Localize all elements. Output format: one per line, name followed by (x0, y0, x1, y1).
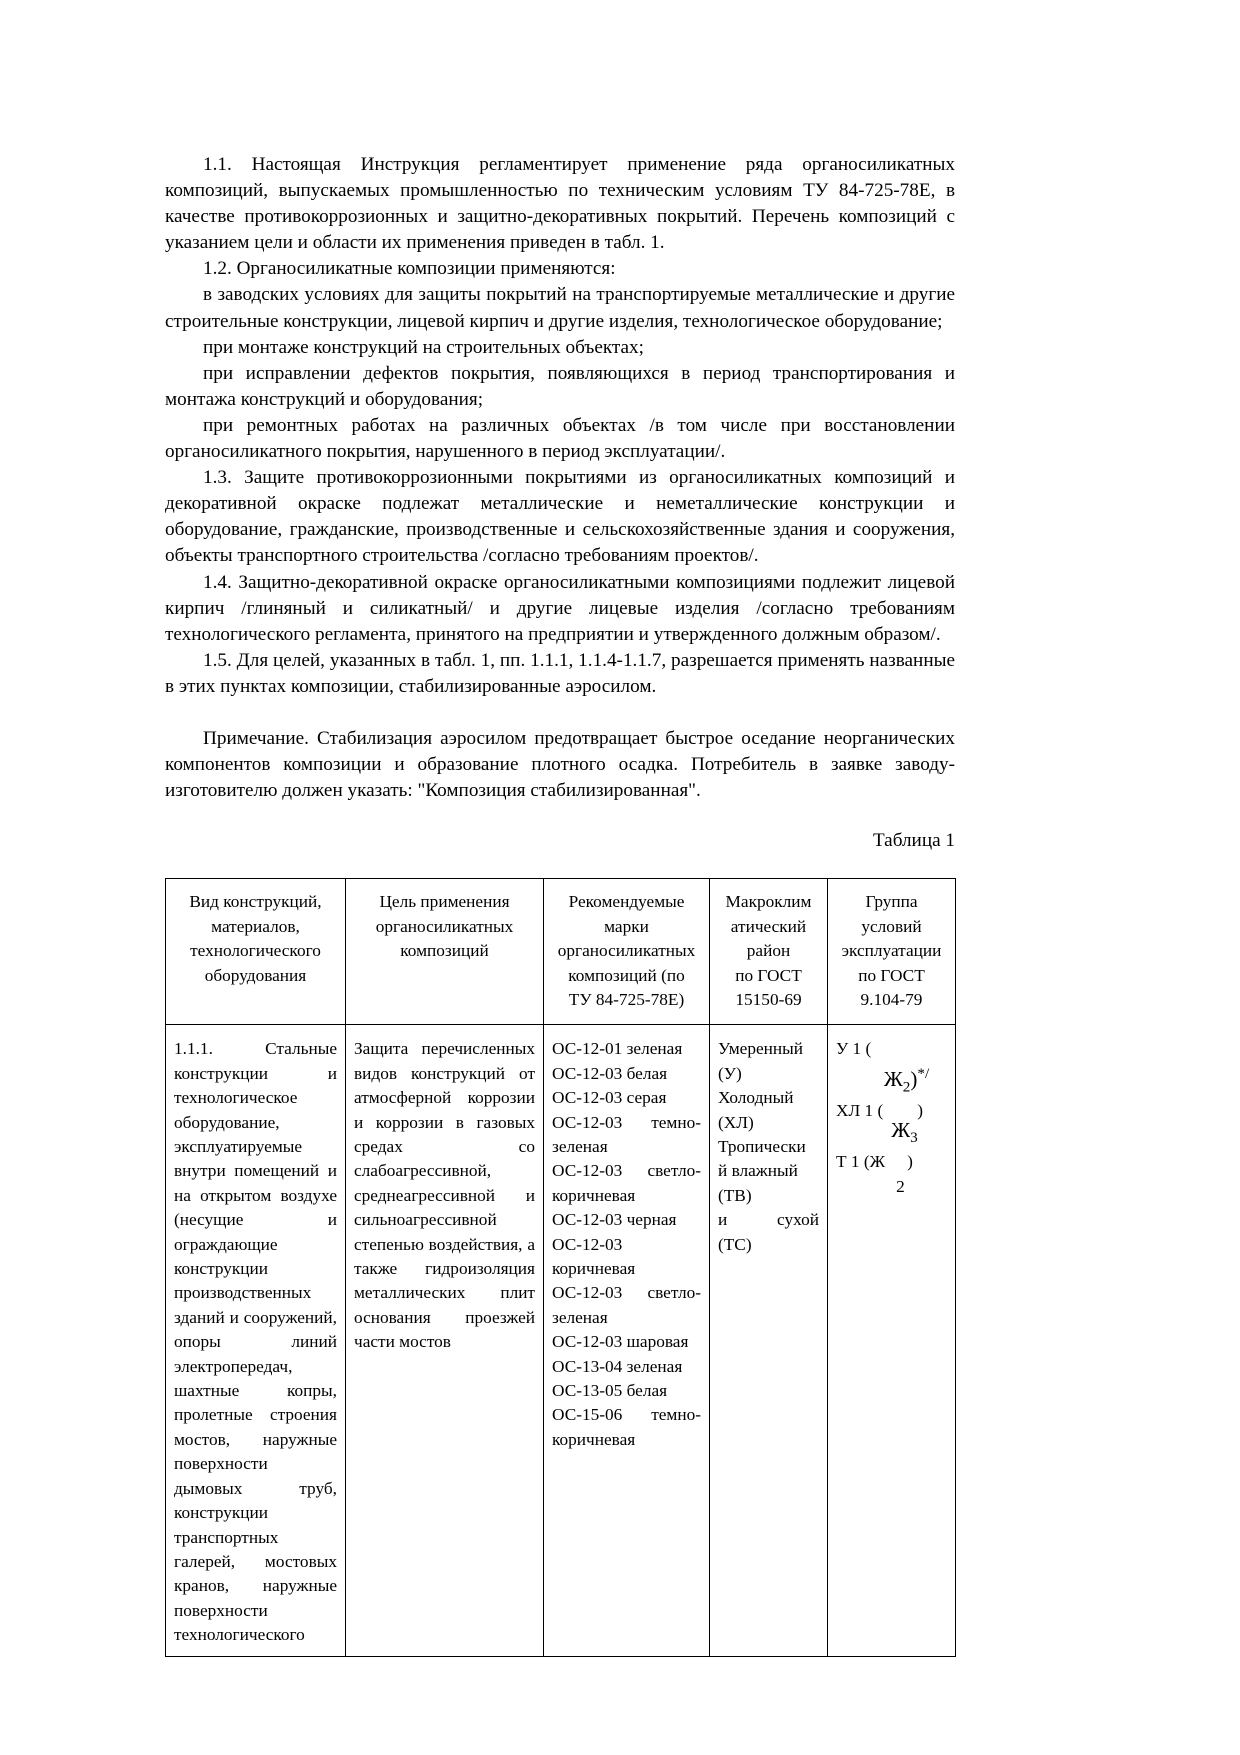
paragraph-1-4: 1.4. Защитно-декоративной окраске органосиликатными композициями подлежит лицевой кирпич /глиняный и силикатный/ и другие лицевые изделия /согласно требованиям технологического регламента, принятого на предприятии и утвержденного должным образом/. (165, 571, 955, 645)
paragraph-1-1: 1.1. Настоящая Инструкция регламентирует применение ряда органосиликатных композиций, выпускаемых промышленностью по техническим условиям ТУ 84-725-78Е, в качестве противокоррозионных и защитно-декоративных покрытий. Перечень композиций с указанием цели и области их применения приведен в табл. 1. (165, 154, 955, 254)
group-prefix: ХЛ 1 ( (836, 1101, 884, 1121)
cell-operating-conditions-group (828, 1025, 956, 1656)
grade-item: ОС-13-05 белая (552, 1381, 668, 1401)
paragraph-factory-conditions: в заводских условиях для защиты покрытий на транспортируемые металлические и другие строительные конструкции, лицевой кирпич и другие изделия, технологическое оборудование; (165, 284, 955, 332)
header-line: Вид конструкций, (189, 892, 322, 912)
cell-construction-type (166, 1025, 346, 1656)
region-list (718, 1037, 819, 1257)
conditions-group-formula (836, 1175, 947, 1199)
region-item: (У) (718, 1063, 742, 1083)
paragraph-repair: при ремонтных работах на различных объектах /в том числе при восстановлении органосиликатного покрытия, нарушенного в период эксплуатации/. (165, 414, 955, 463)
header-line: 9.104-79 (860, 989, 923, 1009)
table-header-row (166, 879, 956, 1025)
region-item: (ТС) (718, 1234, 752, 1254)
header-line: Цель применения (379, 892, 510, 912)
header-line: эксплуатации (841, 941, 942, 961)
cell-text: Защита перечисленных видов конструкций от атмосферной коррозии и коррозии в газовых средах со слабоагрессивной, среднеагрессивной и сильноагрессивной степенью воздействия, а также гидроизоляция металлических плит основания проезжей части мостов (354, 1039, 535, 1352)
header-line: условий (861, 916, 922, 936)
grade-item: ОС-12-03 шаровая (552, 1332, 689, 1352)
document-page (165, 0, 955, 1657)
grade-item: ОС-13-04 зеленая (552, 1356, 683, 1376)
paragraph-1-2: 1.2. Органосиликатные композиции применяются: (203, 258, 616, 280)
group-prefix: Т 1 (Ж (836, 1152, 886, 1172)
region-item: й влажный (718, 1161, 798, 1181)
conditions-group-item (836, 1150, 947, 1174)
note-paragraph: Примечание. Стабилизация аэросилом предотвращает быстрое оседание неорганических компонентов композиции и образование плотного осадка. Потребитель в заявке заводу-изготовителю должен указать: "Композиция стабилизированная". (165, 727, 955, 802)
header-line: Рекомендуемые (568, 892, 685, 912)
region-item: (ТВ) (718, 1185, 752, 1205)
table-row (166, 1025, 956, 1656)
grade-item: ОС-12-03 коричневая (552, 1234, 636, 1279)
header-line: по ГОСТ (735, 965, 802, 985)
region-item: и сухой (718, 1210, 819, 1230)
group-subscript: 2 (902, 1078, 911, 1096)
group-suffix: ) (917, 1101, 924, 1121)
header-line: оборудования (204, 965, 307, 985)
header-line: технологического (190, 941, 321, 961)
group-base: Ж (891, 1117, 911, 1142)
cell-macroclimatic-region (710, 1025, 828, 1656)
group-suffix: ) (907, 1152, 913, 1172)
grade-item: ОС-12-03 белая (552, 1063, 668, 1083)
conditions-group-formula (836, 1062, 947, 1100)
note-spacer (165, 700, 955, 726)
cell-text: 1.1.1. Стальные конструкции и технологическое оборудование, эксплуатируемые внутри помещений и на открытом воздухе (несущие и ограждающие конструкции производственных зданий и сооружений, опоры линий электропередач, шахтные копры, пролетные строения мостов, наружные поверхности дымовых труб, конструкции транспортных галерей, мостовых кранов, наружные поверхности технологического (174, 1039, 337, 1645)
table-caption-wrap (165, 828, 955, 854)
group-subscript-standalone: 2 (896, 1176, 905, 1196)
table-caption: Таблица 1 (872, 830, 955, 852)
header-line: ТУ 84-725-78Е) (568, 989, 685, 1009)
grade-list (552, 1037, 701, 1452)
group-suffix: ) (910, 1066, 918, 1091)
group-base: Ж (883, 1066, 903, 1091)
paragraph-1-5: 1.5. Для целей, указанных в табл. 1, пп. 1.1.1, 1.1.4-1.1.7, разрешается применять названные в этих пунктах композиции, стабилизированные аэросилом. (165, 649, 955, 697)
header-line: материалов, (211, 916, 300, 936)
header-line: марки (604, 916, 649, 936)
cell-recommended-grades (544, 1025, 710, 1656)
header-cell-macroclimatic-region (710, 879, 828, 1025)
header-line: органосиликатных (557, 941, 696, 961)
cell-purpose (346, 1025, 544, 1656)
grade-item: ОС-12-03 светло-коричневая (552, 1161, 701, 1205)
grade-item: ОС-12-03 светло-зеленая (552, 1283, 701, 1327)
grade-item: ОС-12-03 темно-зеленая (552, 1112, 701, 1156)
group-prefix: У 1 ( (836, 1039, 872, 1059)
conditions-group-list (836, 1037, 947, 1199)
region-item: Холодный (718, 1088, 794, 1108)
header-line: композиций (по (568, 965, 685, 985)
group-footnote-marker: */ (917, 1064, 930, 1082)
header-cell-recommended-grades (544, 879, 710, 1025)
header-line: район (746, 941, 791, 961)
conditions-group-item (836, 1037, 947, 1061)
grade-item: ОС-15-06 темно-коричневая (552, 1405, 701, 1449)
region-item: Умеренный (718, 1039, 803, 1059)
header-cell-purpose (346, 879, 544, 1025)
header-line: атический (730, 916, 807, 936)
header-line: Макроклим (725, 892, 812, 912)
header-cell-construction-type (166, 879, 346, 1025)
paragraph-defects: при исправлении дефектов покрытия, появляющихся в период транспортирования и монтажа конструкций и оборудования; (165, 362, 955, 410)
header-line: 15150-69 (735, 989, 802, 1009)
header-line: Группа (865, 892, 918, 912)
header-cell-operating-conditions-group (828, 879, 956, 1025)
paragraph-assembly: при монтаже конструкций на строительных объектах; (203, 336, 644, 358)
region-item: Тропически (718, 1137, 806, 1156)
group-subscript: 3 (910, 1129, 918, 1147)
region-item: (ХЛ) (718, 1112, 754, 1132)
header-line: композиций (400, 941, 489, 961)
paragraph-1-3: 1.3. Защите противокоррозионными покрытиями из органосиликатных композиций и декоративной окраске подлежат металлические и неметаллические конструкции и оборудование, гражданские, производственные и сельскохозяйственные здания и сооружения, объекты транспортного строительства /согласно требованиям проектов/. (165, 467, 955, 567)
header-line: по ГОСТ (858, 965, 925, 985)
compositions-table (165, 878, 956, 1656)
grade-item: ОС-12-03 черная (552, 1210, 677, 1230)
grade-item: ОС-12-03 серая (552, 1088, 667, 1108)
grade-item: ОС-12-01 зеленая (552, 1039, 683, 1059)
header-line: органосиликатных (375, 916, 514, 936)
